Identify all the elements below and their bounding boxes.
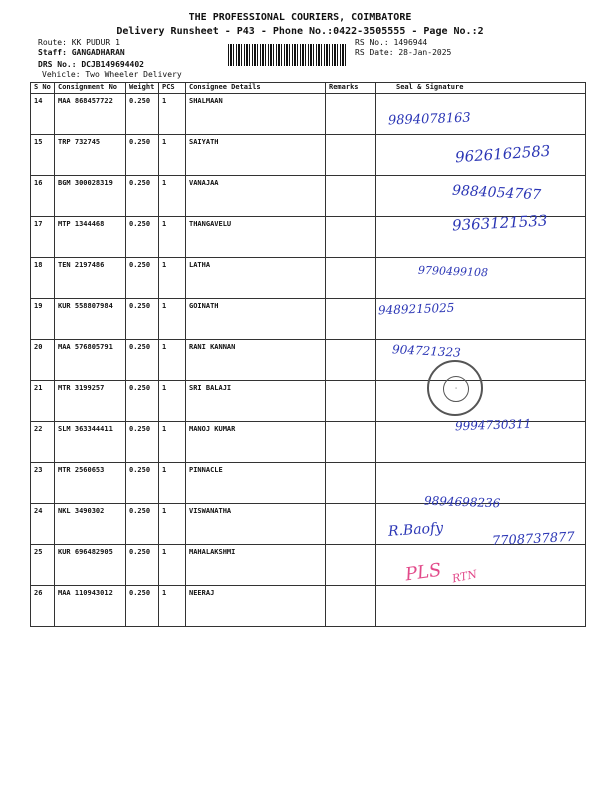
cell-remarks [326, 586, 376, 627]
col-consignment: Consignment No [55, 83, 126, 94]
handwritten-phone: 9894698236 [423, 493, 501, 511]
cell-weight: 0.250 [126, 586, 159, 627]
cell-weight: 0.250 [126, 504, 159, 545]
route-label: Route: KK PUDUR 1 [38, 38, 120, 47]
seal-stamp: · [427, 360, 483, 416]
cell-weight: 0.250 [126, 135, 159, 176]
cell-consignment: KUR 696482905 [55, 545, 126, 586]
cell-sno: 18 [31, 258, 55, 299]
cell-consignment: KUR 558807984 [55, 299, 126, 340]
rtn-mark: RTN [450, 567, 479, 586]
cell-consignment: MAA 576805791 [55, 340, 126, 381]
cell-weight: 0.250 [126, 545, 159, 586]
cell-weight: 0.250 [126, 217, 159, 258]
cell-consignee: NEERAJ [186, 586, 326, 627]
handwritten-phone: 9894078163 [387, 110, 471, 129]
cell-weight: 0.250 [126, 422, 159, 463]
handwritten-phone: 9626162583 [454, 141, 551, 167]
cell-remarks [326, 258, 376, 299]
drs-number: DRS No.: DCJB149694402 [38, 60, 144, 69]
cell-remarks [326, 176, 376, 217]
cell-sno: 14 [31, 94, 55, 135]
cell-consignment: TEN 2197486 [55, 258, 126, 299]
cell-consignee: THANGAVELU [186, 217, 326, 258]
col-remarks: Remarks [326, 83, 376, 94]
table-row [31, 340, 586, 381]
cell-remarks [326, 381, 376, 422]
cell-pcs: 1 [159, 422, 186, 463]
rs-date: RS Date: 28-Jan-2025 [355, 48, 452, 57]
cell-remarks [326, 545, 376, 586]
cell-weight: 0.250 [126, 299, 159, 340]
cell-weight: 0.250 [126, 258, 159, 299]
cell-pcs: 1 [159, 176, 186, 217]
cell-pcs: 1 [159, 545, 186, 586]
cell-sno: 22 [31, 422, 55, 463]
col-consignee: Consignee Details [186, 83, 326, 94]
cell-consignee: GOINATH [186, 299, 326, 340]
cell-consignment: MTR 2560653 [55, 463, 126, 504]
vehicle-label: Vehicle: Two Wheeler Delivery [42, 70, 182, 79]
cell-consignee: VANAJAA [186, 176, 326, 217]
table-header-row [31, 83, 586, 94]
cell-pcs: 1 [159, 586, 186, 627]
pls-mark: PLS [403, 559, 443, 586]
staff-label: Staff: GANGADHARAN [38, 48, 125, 57]
cell-consignment: MAA 110943012 [55, 586, 126, 627]
rs-number: RS No.: 1496944 [355, 38, 428, 47]
table-row [31, 299, 586, 340]
cell-remarks [326, 94, 376, 135]
cell-sno: 15 [31, 135, 55, 176]
cell-pcs: 1 [159, 504, 186, 545]
col-weight: Weight [126, 83, 159, 94]
cell-remarks [326, 217, 376, 258]
cell-weight: 0.250 [126, 340, 159, 381]
cell-consignment: MTR 3199257 [55, 381, 126, 422]
cell-consignee: SAIYATH [186, 135, 326, 176]
cell-weight: 0.250 [126, 381, 159, 422]
handwritten-phone: 9790499108 [417, 263, 489, 280]
cell-consignee: PINNACLE [186, 463, 326, 504]
cell-weight: 0.250 [126, 94, 159, 135]
cell-sno: 23 [31, 463, 55, 504]
cell-signature [376, 586, 586, 627]
cell-consignee: MANOJ KUMAR [186, 422, 326, 463]
cell-sno: 25 [31, 545, 55, 586]
cell-consignment: BGM 300028319 [55, 176, 126, 217]
table-row [31, 463, 586, 504]
handwritten-name: R.Baofy [387, 520, 444, 540]
cell-remarks [326, 135, 376, 176]
col-signature: Seal & Signature [376, 83, 586, 94]
cell-sno: 16 [31, 176, 55, 217]
cell-sno: 21 [31, 381, 55, 422]
col-sno: S No [31, 83, 55, 94]
company-title: THE PROFESSIONAL COURIERS, COIMBATORE [188, 12, 412, 23]
cell-sno: 20 [31, 340, 55, 381]
cell-weight: 0.250 [126, 176, 159, 217]
cell-consignment: MAA 868457722 [55, 94, 126, 135]
table-row [31, 381, 586, 422]
cell-consignee: VISWANATHA [186, 504, 326, 545]
cell-remarks [326, 422, 376, 463]
cell-pcs: 1 [159, 258, 186, 299]
cell-remarks [326, 299, 376, 340]
cell-sno: 17 [31, 217, 55, 258]
cell-pcs: 1 [159, 340, 186, 381]
cell-pcs: 1 [159, 217, 186, 258]
cell-sno: 26 [31, 586, 55, 627]
col-pcs: PCS [159, 83, 186, 94]
table-row [31, 586, 586, 627]
handwritten-phone: 904721323 [391, 342, 462, 360]
cell-consignment: TRP 732745 [55, 135, 126, 176]
cell-consignment: SLM 363344411 [55, 422, 126, 463]
cell-sno: 24 [31, 504, 55, 545]
cell-consignee: RANI KANNAN [186, 340, 326, 381]
cell-consignee: SRI BALAJI [186, 381, 326, 422]
cell-remarks [326, 463, 376, 504]
cell-pcs: 1 [159, 381, 186, 422]
table-row [31, 94, 586, 135]
cell-weight: 0.250 [126, 463, 159, 504]
cell-pcs: 1 [159, 94, 186, 135]
table-row [31, 258, 586, 299]
barcode [228, 44, 348, 66]
cell-remarks [326, 340, 376, 381]
table-row [31, 545, 586, 586]
cell-sno: 19 [31, 299, 55, 340]
cell-consignment: NKL 3490302 [55, 504, 126, 545]
cell-consignee: SHALMAAN [186, 94, 326, 135]
handwritten-phone: 9363121533 [451, 211, 548, 235]
cell-consignee: LATHA [186, 258, 326, 299]
runsheet-subtitle: Delivery Runsheet - P43 - Phone No.:0422-3505555 - Page No.:2 [116, 26, 484, 37]
cell-pcs: 1 [159, 463, 186, 504]
cell-consignee: MAHALAKSHMI [186, 545, 326, 586]
handwritten-phone: 9489215025 [377, 300, 455, 318]
handwritten-phone: 9884054767 [451, 182, 542, 204]
cell-pcs: 1 [159, 299, 186, 340]
handwritten-phone: 7708737877 [491, 529, 576, 550]
handwritten-phone: 9994730311 [454, 416, 532, 434]
cell-pcs: 1 [159, 135, 186, 176]
cell-remarks [326, 504, 376, 545]
cell-consignment: MTP 1344468 [55, 217, 126, 258]
